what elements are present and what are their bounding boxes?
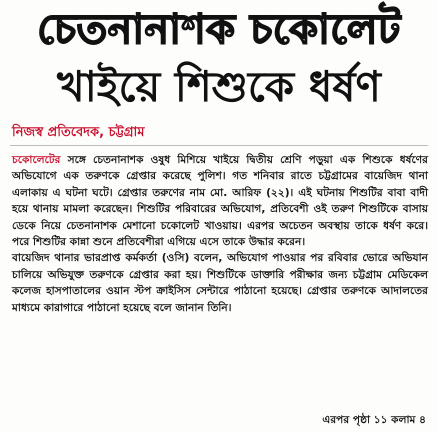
continued-note: এরপর পৃষ্ঠা ১১ কলাম ৪ [322,414,426,426]
paragraph-1 [12,152,428,250]
headline-line-2: খাইয়ে শিশুকে ধর্ষণ [57,62,381,111]
paragraph-1-text: সঙ্গে চেতনানাশক ওষুধ মিশিয়ে খাইয়ে দ্বিতীয় শ্রেণি পড়ুয়া এক শিশুকে ধর্ষণের অভিযোগে এক তরুণকে গ্রেপ্তার করেছে পুলিশ। গত শনিবার রাতে চট্টগ্রামের বায়েজিদ থানা এলাকায় এ ঘটনা ঘটে। গ্রেপ্তার তরুণের নাম মো. আরিফ (২২)। এই ঘটনায় শিশুটির বাবা বাদী হয়ে থানায় মামলা করেছেন। শিশুটির পরিবারের অভিযোগ, প্রতিবেশী ওই তরুণ শিশুটিকে বাসায় ডেকে নিয়ে চেতনানাশক মেশানো চকোলেট খাওয়ায়। এরপর অচেতন অবস্থায় তাকে ধর্ষণ করে। পরে শিশুটির কান্না শুনে প্রতিবেশীরা এগিয়ে এসে তাকে উদ্ধার করেন। [12,154,428,249]
article-body [12,152,428,316]
divider [10,145,428,146]
byline: নিজস্ব প্রতিবেদক, চট্টগ্রাম [12,125,145,140]
paragraph-2: বায়েজিদ থানার ভারপ্রাপ্ত কর্মকর্তা (ওসি) বলেন, অভিযোগ পাওয়ার পর রবিবার ভোরে অভিযান চালিয়ে অভিযুক্ত তরুণকে গ্রেপ্তার করা হয়। শিশুটিকে ডাক্তারি পরীক্ষার জন্য চট্টগ্রাম মেডিকেল কলেজ হাসপাতালের ওয়ান স্টপ ক্রাইসিস সেন্টারে পাঠানো হয়েছে। গ্রেপ্তার তরুণকে আদালতের মাধ্যমে কারাগারে পাঠানো হয়েছে বলে জানান তিনি। [12,252,428,314]
headline-line-1: চেতনানাশক চকোলেট [37,5,401,53]
lead-word: চকোলেটের [12,154,61,166]
